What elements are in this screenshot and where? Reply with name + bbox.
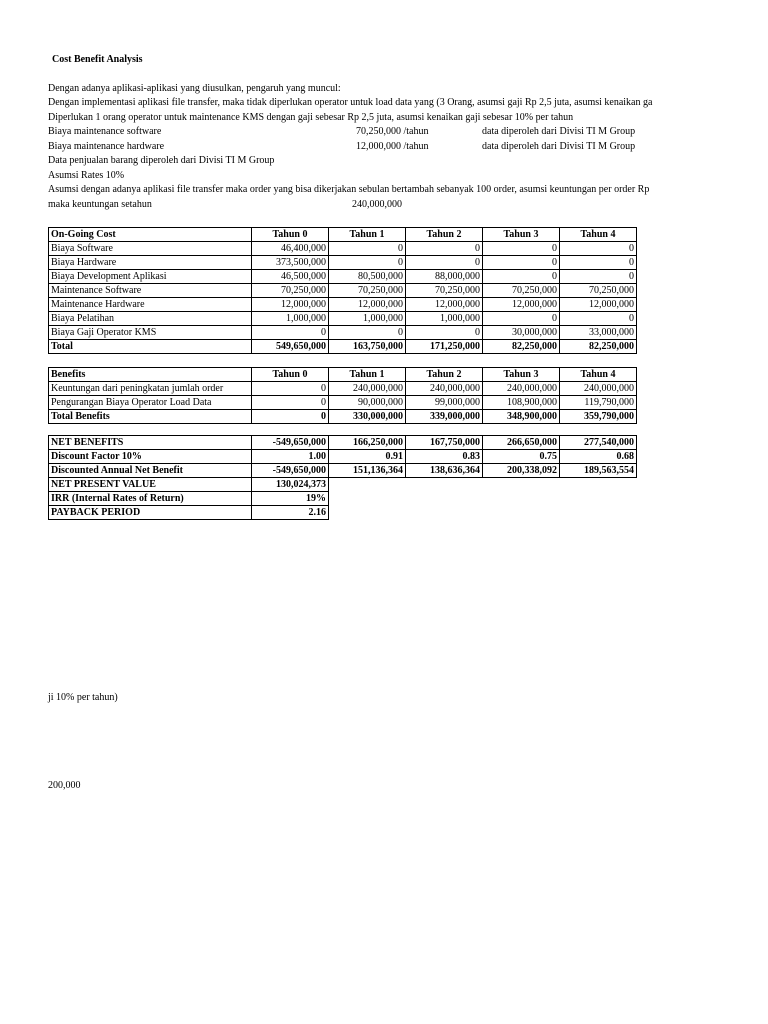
benefits-header-year: Tahun 2 (406, 368, 483, 382)
overflow-text-2: 200,000 (48, 780, 81, 791)
row-label: Biaya Development Aplikasi (49, 270, 252, 284)
cell-value: 12,000,000 (560, 298, 637, 312)
ongoing-header-year: Tahun 3 (483, 228, 560, 242)
summary-value: 166,250,000 (329, 436, 406, 450)
ongoing-header-row (49, 228, 637, 242)
cell-value: 0 (406, 242, 483, 256)
row-label: Maintenance Software (49, 284, 252, 298)
cell-value: 240,000,000 (406, 382, 483, 396)
table-row (49, 382, 637, 396)
cell-value: 70,250,000 (483, 284, 560, 298)
cell-value: 0 (560, 256, 637, 270)
summary-value: 0.68 (560, 450, 637, 464)
total-label: Total Benefits (49, 410, 252, 424)
total-value: 171,250,000 (406, 340, 483, 354)
summary-value: 200,338,092 (483, 464, 560, 478)
cell-value: 99,000,000 (406, 396, 483, 410)
sales-note: Data penjualan barang diperoleh dari Divisi TI M Group (48, 155, 275, 166)
benefits-header-year: Tahun 0 (252, 368, 329, 382)
total-value: 163,750,000 (329, 340, 406, 354)
summary-value: -549,650,000 (252, 436, 329, 450)
cell-value: 240,000,000 (329, 382, 406, 396)
cell-value: 70,250,000 (252, 284, 329, 298)
total-row (49, 340, 637, 354)
total-value: 359,790,000 (560, 410, 637, 424)
summary-value: -549,650,000 (252, 464, 329, 478)
summary-row (49, 464, 637, 478)
maint-hardware-source: data diperoleh dari Divisi TI M Group (482, 141, 636, 152)
summary-value: 167,750,000 (406, 436, 483, 450)
maint-hardware-value: 12,000,000 /tahun (356, 141, 429, 152)
ongoing-header-year: Tahun 4 (560, 228, 637, 242)
summary-value: 277,540,000 (560, 436, 637, 450)
summary-row (49, 450, 637, 464)
row-label: Maintenance Hardware (49, 298, 252, 312)
cell-value: 373,500,000 (252, 256, 329, 270)
benefits-header-year: Tahun 3 (483, 368, 560, 382)
ongoing-cost-table (48, 227, 637, 354)
cell-value: 119,790,000 (560, 396, 637, 410)
summary-label: Discounted Annual Net Benefit (49, 464, 252, 478)
overflow-text-1: ji 10% per tahun) (48, 692, 118, 703)
maint-software-source: data diperoleh dari Divisi TI M Group (482, 126, 636, 137)
total-row (49, 410, 637, 424)
order-note: Asumsi dengan adanya aplikasi file transfer maka order yang bisa dikerjakan sebulan bertambah sebanyak 100 order, asumsi keuntungan per order Rp (48, 184, 650, 195)
total-label: Total (49, 340, 252, 354)
summary-label: Discount Factor 10% (49, 450, 252, 464)
cell-value: 33,000,000 (560, 326, 637, 340)
summary-label: NET BENEFITS (49, 436, 252, 450)
cell-value: 0 (560, 270, 637, 284)
summary-label: NET PRESENT VALUE (49, 478, 252, 492)
cell-value: 240,000,000 (483, 382, 560, 396)
benefits-header-row (49, 368, 637, 382)
row-label: Biaya Hardware (49, 256, 252, 270)
summary-value: 151,136,364 (329, 464, 406, 478)
summary-single-row (49, 506, 637, 520)
ongoing-header-label: On-Going Cost (49, 228, 252, 242)
benefits-table (48, 367, 637, 424)
benefits-header-year: Tahun 4 (560, 368, 637, 382)
total-value: 330,000,000 (329, 410, 406, 424)
intro-line-1: Dengan adanya aplikasi-aplikasi yang diusulkan, pengaruh yang muncul: (48, 83, 341, 94)
total-value: 348,900,000 (483, 410, 560, 424)
summary-label: PAYBACK PERIOD (49, 506, 252, 520)
table-row (49, 270, 637, 284)
cell-value: 1,000,000 (252, 312, 329, 326)
intro-line-2: Dengan implementasi aplikasi file transfer, maka tidak diperlukan operator untuk load data yang (3 Orang, asumsi gaji Rp 2,5 juta, asumsi kenaikan ga (48, 97, 653, 108)
cell-value: 80,500,000 (329, 270, 406, 284)
summary-value: 130,024,373 (252, 478, 329, 492)
summary-table (48, 435, 637, 520)
cell-value: 108,900,000 (483, 396, 560, 410)
cell-value: 12,000,000 (483, 298, 560, 312)
row-label: Pengurangan Biaya Operator Load Data (49, 396, 252, 410)
cell-value: 70,250,000 (329, 284, 406, 298)
summary-value: 138,636,364 (406, 464, 483, 478)
table-row (49, 284, 637, 298)
cell-value: 0 (252, 382, 329, 396)
summary-single-row (49, 492, 637, 506)
table-row (49, 298, 637, 312)
cell-value: 30,000,000 (483, 326, 560, 340)
rates-note: Asumsi Rates 10% (48, 170, 125, 181)
summary-value: 189,563,554 (560, 464, 637, 478)
summary-value: 2.16 (252, 506, 329, 520)
summary-value: 0.91 (329, 450, 406, 464)
cell-value: 0 (483, 312, 560, 326)
cell-value: 70,250,000 (560, 284, 637, 298)
maint-software-label: Biaya maintenance software (48, 126, 162, 137)
cell-value: 46,500,000 (252, 270, 329, 284)
table-row (49, 242, 637, 256)
cell-value: 46,400,000 (252, 242, 329, 256)
cell-value: 90,000,000 (329, 396, 406, 410)
maint-hardware-label: Biaya maintenance hardware (48, 141, 165, 152)
summary-value: 19% (252, 492, 329, 506)
row-label: Biaya Software (49, 242, 252, 256)
table-row (49, 396, 637, 410)
cell-value: 240,000,000 (560, 382, 637, 396)
cell-value: 0 (483, 256, 560, 270)
cell-value: 70,250,000 (406, 284, 483, 298)
summary-row (49, 436, 637, 450)
summary-value: 1.00 (252, 450, 329, 464)
row-label: Keuntungan dari peningkatan jumlah order (49, 382, 252, 396)
cell-value: 0 (406, 256, 483, 270)
cell-value: 0 (560, 312, 637, 326)
benefits-header-label: Benefits (49, 368, 252, 382)
profit-note-value: 240,000,000 (352, 199, 402, 210)
total-value: 82,250,000 (483, 340, 560, 354)
cell-value: 1,000,000 (406, 312, 483, 326)
cell-value: 1,000,000 (329, 312, 406, 326)
table-row (49, 326, 637, 340)
table-row (49, 256, 637, 270)
cell-value: 0 (560, 242, 637, 256)
profit-note-label: maka keuntungan setahun (48, 199, 152, 210)
ongoing-header-year: Tahun 1 (329, 228, 406, 242)
ongoing-header-year: Tahun 0 (252, 228, 329, 242)
intro-line-3: Diperlukan 1 orang operator untuk maintenance KMS dengan gaji sebesar Rp 2,5 juta, asumsi kenaikan gaji sebesar 10% per tahun (48, 112, 574, 123)
total-value: 0 (252, 410, 329, 424)
summary-single-row (49, 478, 637, 492)
summary-value: 0.83 (406, 450, 483, 464)
total-value: 549,650,000 (252, 340, 329, 354)
cell-value: 0 (329, 326, 406, 340)
row-label: Biaya Gaji Operator KMS (49, 326, 252, 340)
cell-value: 0 (406, 326, 483, 340)
cell-value: 0 (483, 270, 560, 284)
summary-value: 0.75 (483, 450, 560, 464)
ongoing-header-year: Tahun 2 (406, 228, 483, 242)
benefits-header-year: Tahun 1 (329, 368, 406, 382)
cell-value: 12,000,000 (406, 298, 483, 312)
summary-label: IRR (Internal Rates of Return) (49, 492, 252, 506)
cell-value: 0 (329, 242, 406, 256)
cell-value: 0 (252, 396, 329, 410)
row-label: Biaya Pelatihan (49, 312, 252, 326)
cell-value: 0 (252, 326, 329, 340)
cell-value: 88,000,000 (406, 270, 483, 284)
cell-value: 12,000,000 (329, 298, 406, 312)
table-row (49, 312, 637, 326)
page-title: Cost Benefit Analysis (52, 54, 143, 65)
maint-software-value: 70,250,000 /tahun (356, 126, 429, 137)
cell-value: 0 (329, 256, 406, 270)
total-value: 339,000,000 (406, 410, 483, 424)
summary-value: 266,650,000 (483, 436, 560, 450)
total-value: 82,250,000 (560, 340, 637, 354)
cell-value: 12,000,000 (252, 298, 329, 312)
cell-value: 0 (483, 242, 560, 256)
